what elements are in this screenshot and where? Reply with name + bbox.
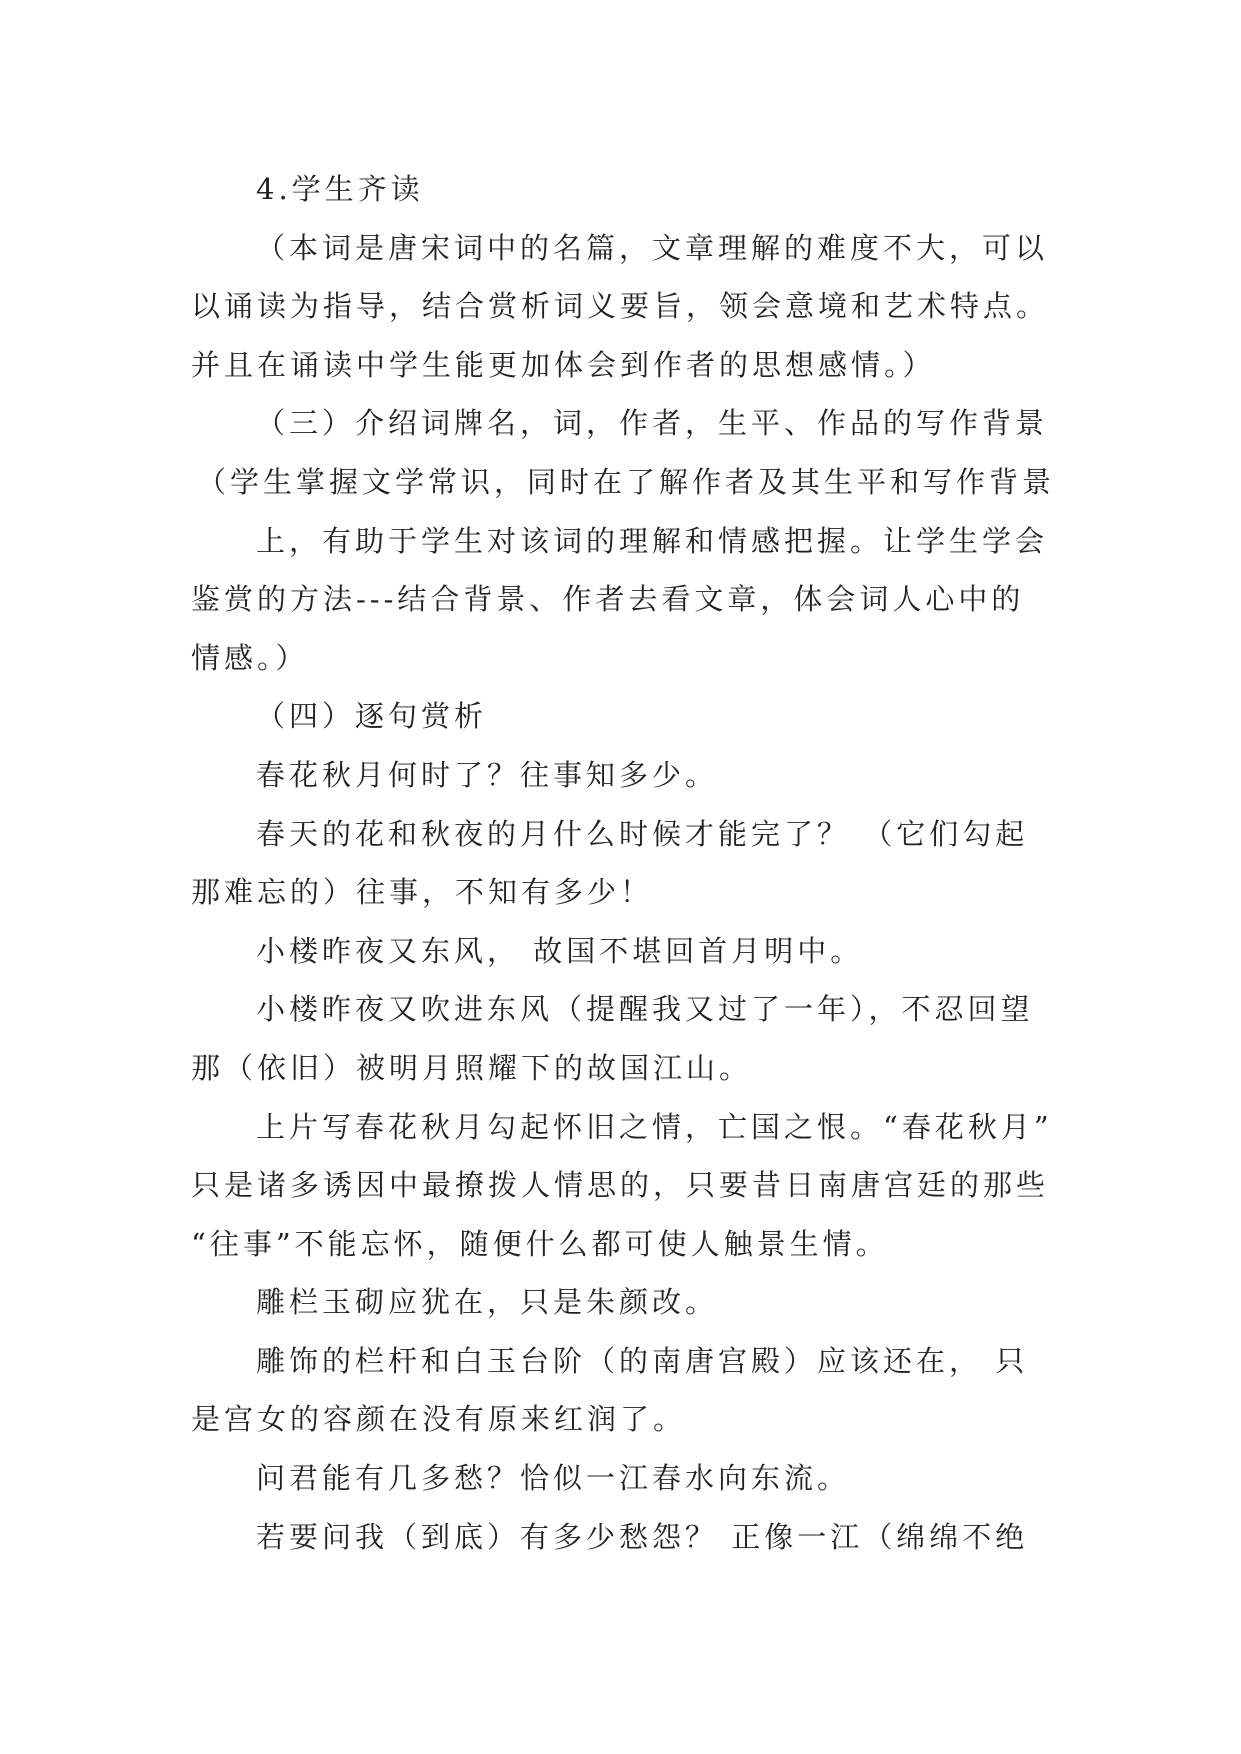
text-line: （学生掌握文学常识，同时在了解作者及其生平和写作背景	[197, 464, 1056, 499]
text-line: “往事”不能忘怀，随便什么都可使人触景生情。	[191, 1226, 889, 1261]
section-heading: （四）逐句赏析	[256, 699, 488, 734]
text-line: 上，有助于学生对该词的理解和情感把握。让学生学会	[256, 523, 1049, 558]
document-body	[191, 160, 1071, 1566]
text-line: 若要问我（到底）有多少愁怨？ 正像一江（绵绵不绝	[256, 1519, 1029, 1554]
text-line: 情感。）	[191, 640, 309, 675]
text-line: 春天的花和秋夜的月什么时候才能完了？ （它们勾起	[256, 816, 1029, 851]
text-line: 雕饰的栏杆和白玉台阶（的南唐宫殿）应该还在， 只	[256, 1343, 1029, 1378]
text-line: 以诵读为指导，结合赏析词义要旨，领会意境和艺术特点。	[191, 289, 1050, 324]
text-line: 并且在诵读中学生能更加体会到作者的思想感情。）	[191, 347, 936, 382]
poem-line: 问君能有几多愁？恰似一江春水向东流。	[256, 1461, 851, 1496]
text-line: 鉴赏的方法---结合背景、作者去看文章，体会词人心中的	[191, 582, 1025, 617]
section-heading: （三）介绍词牌名，词，作者，生平、作品的写作背景	[256, 406, 1049, 441]
text-line: 那（依旧）被明月照耀下的故国江山。	[191, 1050, 753, 1085]
poem-line: 春花秋月何时了？往事知多少。	[256, 757, 719, 792]
text-line: 是宫女的容颜在没有原来红润了。	[191, 1402, 687, 1437]
text-line: （本词是唐宋词中的名篇，文章理解的难度不大，可以	[256, 230, 1049, 265]
text-line: 4.学生齐读	[256, 172, 424, 206]
text-line: 小楼昨夜又吹进东风（提醒我又过了一年），不忍回望	[256, 992, 1034, 1027]
text-line: 那难忘的）往事，不知有多少！	[191, 875, 654, 910]
text-line: 上片写春花秋月勾起怀旧之情，亡国之恨。“春花秋月”	[256, 1109, 1053, 1144]
poem-line: 小楼昨夜又东风， 故国不堪回首月明中。	[256, 933, 864, 968]
poem-line: 雕栏玉砌应犹在，只是朱颜改。	[256, 1285, 719, 1320]
text-line: 只是诸多诱因中最撩拨人情思的，只要昔日南唐宫廷的那些	[191, 1168, 1050, 1203]
